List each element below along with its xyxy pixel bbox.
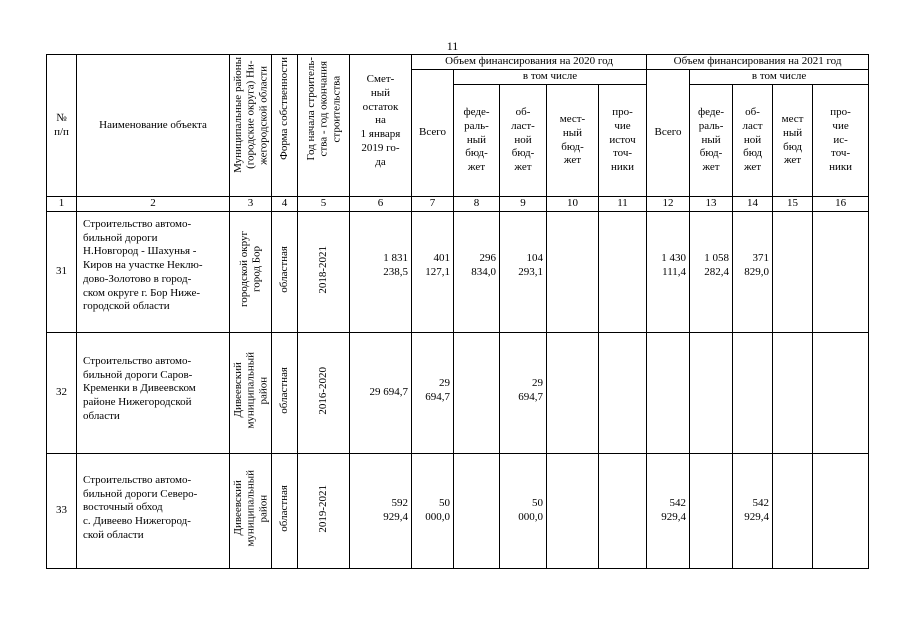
local-2021-value: [773, 453, 813, 568]
district-cell: [230, 453, 272, 568]
table-row: [47, 453, 869, 568]
other-2021-value: [813, 453, 869, 568]
regional-2020-value: 29 694,7: [500, 332, 547, 453]
district-text: Дивеевский муниципальный район: [231, 352, 269, 429]
other-2021-value: [813, 332, 869, 453]
other-2020-value: [599, 453, 647, 568]
other-2020-value: [599, 332, 647, 453]
column-index: 4: [272, 197, 298, 212]
column-index: 13: [690, 197, 733, 212]
other-2020-value: [599, 211, 647, 332]
column-index: 9: [500, 197, 547, 212]
header-ownership-text: Форма собственности: [278, 57, 291, 160]
header-district: [230, 55, 272, 197]
years-cell: [298, 332, 350, 453]
ownership-cell: [272, 211, 298, 332]
district-text: городской округ город Бор: [237, 231, 263, 308]
header-estimate: Смет- ный остаток на 1 января 2019 го- да: [350, 55, 412, 197]
total-2020-value: 401 127,1: [412, 211, 454, 332]
local-2020-value: [547, 211, 599, 332]
header-local-2021: мест ный бюд жет: [773, 85, 813, 197]
column-index: 16: [813, 197, 869, 212]
ownership-text: областная: [278, 485, 291, 532]
column-index: 5: [298, 197, 350, 212]
years-cell: [298, 453, 350, 568]
header-fin-2020: Объем финансирования на 2020 год: [412, 55, 647, 70]
ownership-cell: [272, 332, 298, 453]
header-fin-2021: Объем финансирования на 2021 год: [647, 55, 869, 70]
financing-table: [46, 54, 869, 569]
column-index: 1: [47, 197, 77, 212]
estimate-value: 29 694,7: [350, 332, 412, 453]
district-text: Дивеевский муниципальный район: [231, 470, 269, 547]
header-num: № п/п: [47, 55, 77, 197]
column-index: 7: [412, 197, 454, 212]
column-index: 10: [547, 197, 599, 212]
local-2021-value: [773, 211, 813, 332]
header-object-name: Наименование объекта: [77, 55, 230, 197]
total-2021-value: [647, 332, 690, 453]
years-cell: [298, 211, 350, 332]
column-index: 15: [773, 197, 813, 212]
header-total-2020: Всего: [412, 70, 454, 197]
column-index: 12: [647, 197, 690, 212]
header-other-2021: про- чие ис- точ- ники: [813, 85, 869, 197]
ownership-text: областная: [278, 367, 291, 414]
header-federal-2021: феде- раль- ный бюд- жет: [690, 85, 733, 197]
header-incl-2021: в том числе: [690, 70, 869, 85]
total-2021-value: 542 929,4: [647, 453, 690, 568]
column-index: 11: [599, 197, 647, 212]
regional-2020-value: 104 293,1: [500, 211, 547, 332]
header-ownership: [272, 55, 298, 197]
federal-2020-value: [454, 453, 500, 568]
header-regional-2021: об- ласт ной бюд жет: [733, 85, 773, 197]
column-index: 6: [350, 197, 412, 212]
header-regional-2020: об- ласт- ной бюд- жет: [500, 85, 547, 197]
years-text: 2016-2020: [317, 366, 330, 415]
federal-2020-value: 296 834,0: [454, 211, 500, 332]
header-district-text: Муниципальные районы (городские округа) Ни- жегородской области: [231, 57, 269, 173]
total-2020-value: 29 694,7: [412, 332, 454, 453]
estimate-value: 1 831 238,5: [350, 211, 412, 332]
column-index: 8: [454, 197, 500, 212]
regional-2021-value: 371 829,0: [733, 211, 773, 332]
total-2020-value: 50 000,0: [412, 453, 454, 568]
local-2021-value: [773, 332, 813, 453]
header-incl-2020: в том числе: [454, 70, 647, 85]
ownership-cell: [272, 453, 298, 568]
page-number: 11: [446, 39, 459, 53]
regional-2021-value: [733, 332, 773, 453]
federal-2021-value: 1 058 282,4: [690, 211, 733, 332]
other-2021-value: [813, 211, 869, 332]
column-index: 14: [733, 197, 773, 212]
regional-2020-value: 50 000,0: [500, 453, 547, 568]
row-number: 32: [47, 332, 77, 453]
table-row: [47, 211, 869, 332]
row-number: 33: [47, 453, 77, 568]
district-cell: [230, 332, 272, 453]
header-years: [298, 55, 350, 197]
years-text: 2018-2021: [317, 245, 330, 294]
header-local-2020: мест- ный бюд- жет: [547, 85, 599, 197]
ownership-text: областная: [278, 246, 291, 293]
local-2020-value: [547, 332, 599, 453]
years-text: 2019-2021: [317, 484, 330, 533]
federal-2021-value: [690, 332, 733, 453]
district-cell: [230, 211, 272, 332]
federal-2021-value: [690, 453, 733, 568]
header-federal-2020: федe- раль- ный бюд- жет: [454, 85, 500, 197]
header-years-text: Год начала строитель- ства - год окончания строительства: [304, 57, 342, 161]
column-index: 3: [230, 197, 272, 212]
local-2020-value: [547, 453, 599, 568]
federal-2020-value: [454, 332, 500, 453]
column-index: 2: [77, 197, 230, 212]
estimate-value: 592 929,4: [350, 453, 412, 568]
object-name: Строительство автомо- бильной дороги Саров- Кременки в Дивеевском районе Нижегородской области: [77, 332, 230, 453]
total-2021-value: 1 430 111,4: [647, 211, 690, 332]
object-name: Строительство автомо- бильной дороги Н.Новгород - Шахунья - Киров на участке Неклю- дово-Золотово в город- ском округе г. Бор Ниже- городской области: [77, 211, 230, 332]
object-name: Строительство автомо- бильной дороги Северо- восточный обход с. Дивеево Нижегород- ской области: [77, 453, 230, 568]
column-index-row: [47, 197, 869, 212]
row-number: 31: [47, 211, 77, 332]
header-total-2021: Всего: [647, 70, 690, 197]
regional-2021-value: 542 929,4: [733, 453, 773, 568]
header-other-2020: про- чие источ точ- ники: [599, 85, 647, 197]
table-row: [47, 332, 869, 453]
